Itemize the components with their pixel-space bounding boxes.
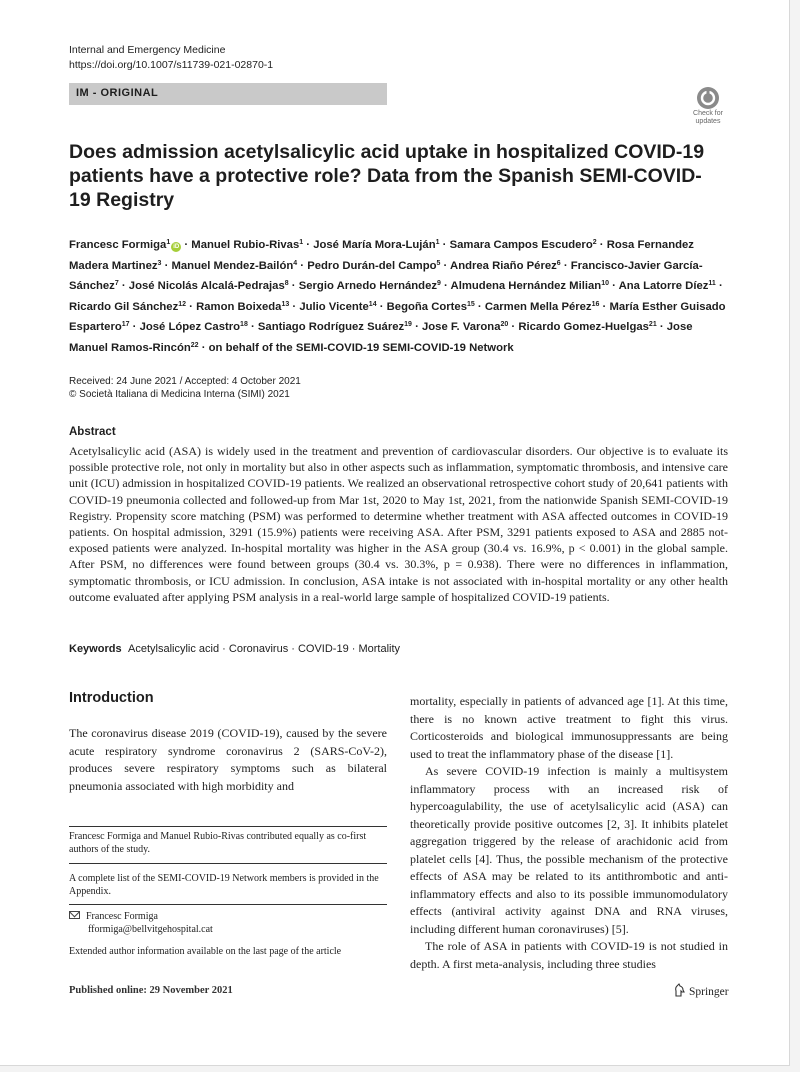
intro-paragraph: The role of ASA in patients with COVID-19 is not studied in depth. A first meta-analysis, including three studies (410, 939, 728, 971)
author-affiliation: 9 (437, 280, 441, 287)
author-affiliation: 10 (601, 280, 609, 287)
footnote-divider (69, 863, 387, 864)
author-affiliation: 20 (500, 321, 509, 328)
received-accepted: Received: 24 June 2021 / Accepted: 4 October 2021 (69, 376, 301, 387)
author-name: Santiago Rodríguez Suárez$^{19}$ (257, 321, 412, 333)
author-name: Julio Vicente$^{14}$ (299, 300, 377, 313)
author-affiliation: 3 (157, 259, 162, 267)
author-name: Andrea Riaño Pérez$^6$ (450, 259, 561, 272)
author-name: José María Mora-Luján$^1$ (313, 239, 440, 251)
author-affiliation: 2 (592, 239, 597, 246)
check-updates-icon (696, 86, 720, 110)
author-affiliation: 1 (166, 239, 171, 246)
author-name: Samara Campos Escudero$^2$ (449, 239, 597, 251)
contact-name: Francesc Formiga (86, 911, 158, 922)
intro-paragraph: As severe COVID-19 infection is mainly a multisystem inflammatory process with an increased risk of hypercoagulability, the use of acetylsalicylic acid (ASA) can theoretically provide positive outcomes [2, 3]. It inhibits platelet aggregation triggered by the release of arachidonic acid from platelet cells [4]. Thus, the possible mechanism of the protective effects of ASA may be related to its antithrombotic and anti-inflammatory effects and also to its possible immunomodulatory effects (antiviral activity against DNA and RNA viruses, including different human coronaviruses) [5]. (410, 764, 728, 936)
contact-email[interactable]: fformiga@bellvitgehospital.cat (88, 923, 213, 935)
author-name: Sergio Arnedo Hernández$^9$ (298, 280, 441, 292)
author-affiliation: 12 (178, 300, 187, 308)
corresponding-author (69, 911, 387, 936)
author-name: Ricardo Gil Sánchez$^{12}$ (69, 300, 187, 313)
author-affiliation: 18 (240, 321, 248, 328)
intro-column-2 (410, 693, 728, 973)
intro-paragraph: mortality, especially in patients of advanced age [1]. At this time, there is no known active treatment to fight this virus. Corticosteroids and biological immunosuppressants are being used to treat the inflammatory phase of the disease [1]. (410, 694, 728, 761)
author-name: Jose F. Varona$^{20}$ (422, 321, 509, 333)
author-name: María Esther Guisado Espartero$^{17}$ (69, 300, 726, 333)
abstract-text: Acetylsalicylic acid (ASA) is widely used in the treatment and prevention of cardiovascular disorders. Our objective is to evaluate its possible protective role, not only in mortality but also in other aspects such as inflammation, symptomatic thrombosis, and intensive care unit (ICU) admission in hospitalized COVID-19 patients. We realized an observational retrospective cohort study of 20,641 patients with COVID-19 pneumonia collected and followed-up from Mar 1st, 2020 to May 1st, 2021, from the nationwide Spanish SEMI-COVID-19 Registry. Propensity score matching (PSM) was performed to determine whether treatment with ASA affected outcomes in COVID-19 patients. On hospital admission, 3291 (15.9%) patients were receiving ASA. After PSM, 3291 patients exposed to ASA and 2885 not-exposed patients were analyzed. In-hospital mortality was higher in the ASA group (30.4 vs. 16.9%, p < 0.001) in the global sample. After PSM, no differences were found between groups (30.4 vs. 30.3%, p = 0.938). There were no differences in inflammation, symptomatic thrombosis, or ICU admission. In conclusion, ASA intake is not associated with in-hospital mortality or any other health outcome evaluated after applying PSM analysis in a real-world large sample of hospitalized COVID-19 patients. (69, 444, 728, 604)
author-affiliation: 1 (435, 239, 440, 246)
keywords (69, 643, 400, 655)
envelope-icon (69, 911, 80, 919)
publisher-name: Springer (689, 986, 729, 998)
copyright-line: © Società Italiana di Medicina Interna (SIMI) 2021 (69, 389, 290, 400)
author-name: Ramon Boixeda$^{13}$ (196, 300, 290, 313)
author-name: José López Castro$^{18}$ (139, 321, 248, 333)
keywords-text: Acetylsalicylic acid · Coronavirus · COVID-19 · Mortality (128, 643, 401, 655)
author-name: Jose Manuel Ramos-Rincón$^{22}$ (69, 321, 693, 354)
check-updates-label: Check for updates (693, 110, 723, 125)
abstract-heading: Abstract (69, 426, 116, 438)
article-dates (69, 375, 301, 401)
author-affiliation: 11 (708, 280, 716, 287)
extended-info-note: Extended author information available on the last page of the article (69, 946, 342, 957)
footnote-network: A complete list of the SEMI-COVID-19 Network members is provided in the Appendix. (69, 873, 379, 897)
author-name: Almudena Hernández Milian$^{10}$ (450, 280, 609, 292)
author-name: Ana Latorre Díez$^{11}$ (618, 280, 716, 292)
authors-suffix: on behalf of the SEMI-COVID-19 SEMI-COVID-19 Network (208, 341, 514, 354)
author-affiliation: 1 (299, 239, 304, 246)
author-affiliation: 13 (281, 300, 290, 308)
article-title: Does admission acetylsalicylic acid uptake in hospitalized COVID-19 patients have a protective role? Data from the Spanish SEMI-COVID-19 Registry (69, 141, 705, 211)
doi-link[interactable]: https://doi.org/10.1007/s11739-021-02870-1 (69, 59, 274, 71)
footnote-divider (69, 826, 387, 827)
author-affiliation: 22 (190, 341, 199, 349)
author-affiliation: 17 (121, 321, 130, 328)
published-online: Published online: 29 November 2021 (69, 985, 233, 996)
springer-logo (673, 983, 729, 998)
author-affiliation: 8 (284, 280, 289, 287)
author-name: Carmen Mella Pérez$^{16}$ (484, 300, 600, 313)
author-name: Rosa Fernandez Madera Martinez$^3$ (69, 239, 694, 272)
author-affiliation: 15 (467, 300, 475, 308)
keywords-label: Keywords (69, 643, 122, 655)
intro-column-1: The coronavirus disease 2019 (COVID-19), caused by the severe acute respiratory syndrome coronavirus 2 (SARS-CoV-2), produces severe respiratory symptoms such as bilateral pneumonia associated with high morbidity and (69, 726, 387, 793)
author-name: Pedro Durán-del Campo$^5$ (307, 259, 441, 272)
footnote-equal-contribution: Francesc Formiga and Manuel Rubio-Rivas contributed equally as co-first authors of the study. (69, 831, 367, 855)
author-affiliation: 14 (368, 300, 377, 308)
author-name: Francesc Formiga$^1$iD (69, 239, 180, 251)
section-label: IM - ORIGINAL (76, 87, 159, 99)
author-affiliation: 16 (591, 300, 600, 308)
check-for-updates-badge[interactable] (688, 86, 728, 128)
author-name: Ricardo Gomez-Huelgas$^{21}$ (518, 321, 657, 333)
author-name: Francisco-Javier García-Sánchez$^7$ (69, 259, 703, 292)
author-name: Begoña Cortes$^{15}$ (386, 300, 475, 313)
journal-name: Internal and Emergency Medicine (69, 44, 226, 56)
section-banner (69, 83, 387, 105)
footnote-divider (69, 904, 387, 905)
author-affiliation: 4 (293, 259, 298, 267)
author-affiliation: 21 (648, 321, 657, 328)
author-affiliation: 5 (436, 259, 441, 267)
author-affiliation: 7 (114, 280, 119, 287)
author-affiliation: 19 (404, 321, 412, 328)
author-list: Francesc Formiga$^1$iD · Manuel Rubio-Rivas$^1$ · José María Mora-Luján$^1$ · Samara Campos Escudero$^2$ · Rosa Fernandez Madera Martinez$^3$ · Manuel Mendez-Bailón$^4$ · Pedro Durán-del Campo$^5$ · Andrea Riaño Pérez$^6$ · Francisco-Javier García-Sánchez$^7$ · José Nicolás Alcalá-Pedrajas$^8$ · Sergio Arnedo Hernández$^9$ · Almudena Hernández Milian$^{10}$ · Ana Latorre Díez$^{11}$ · Ricardo Gil Sánchez$^{12}$ · Ramon Boixeda$^{13}$ · Julio Vicente$^{14}$ · Begoña Cortes$^{15}$ · Carmen Mella Pérez$^{16}$ · María Esther Guisado Espartero$^{17}$ · José López Castro$^{18}$ · Santiago Rodríguez Suárez$^{19}$ · Jose F. Varona$^{20}$ · Ricardo Gomez-Huelgas$^{21}$ · Jose Manuel Ramos-Rincón$^{22}$ · on behalf of the SEMI-COVID-19 SEMI-COVID-19 Network (69, 239, 726, 354)
journal-header (69, 43, 273, 73)
introduction-heading: Introduction (69, 690, 154, 706)
author-name: José Nicolás Alcalá-Pedrajas$^8$ (128, 280, 289, 292)
orcid-icon[interactable]: iD (173, 244, 180, 250)
author-name: Manuel Mendez-Bailón$^4$ (171, 259, 298, 272)
springer-horse-icon (673, 983, 686, 997)
author-name: Manuel Rubio-Rivas$^1$ (191, 239, 304, 251)
author-affiliation: 6 (556, 259, 561, 267)
